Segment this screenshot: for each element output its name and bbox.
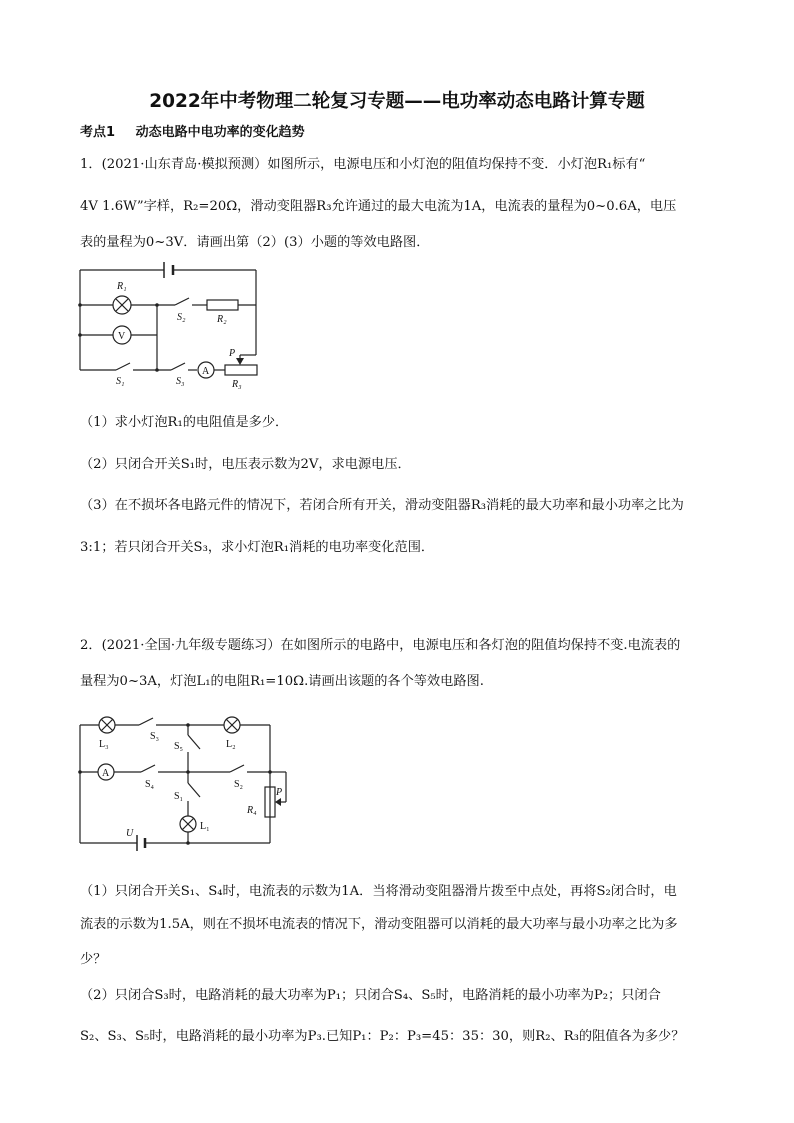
q1-label-voltmeter: V (118, 331, 126, 342)
q1-part-3: （3）在不损坏各电路元件的情况下，若闭合所有开关，滑动变阻器R₃消耗的最大功率和最小功率之比为 (80, 498, 684, 513)
q1-label-ammeter: A (202, 366, 210, 377)
q2-line-1: 2．(2021·全国·九年级专题练习）在如图所示的电路中，电源电压和各灯泡的阻值均保持不变.电流表的 (80, 638, 681, 653)
q2-circuit-diagram (72, 705, 302, 855)
q1-label-p: P (229, 348, 236, 359)
q2-label-l1: L₁ (200, 821, 210, 832)
q2-label-ammeter: A (102, 768, 110, 779)
section-label: 考点1 (80, 125, 116, 140)
q2-part-1-cont: 流表的示数为1.5A，则在不损坏电流表的情况下，滑动变阻器可以消耗的最大功率与最小功率之比为多 (80, 917, 678, 932)
q1-label-r2: R₂ (217, 314, 227, 325)
page-title: 2022年中考物理二轮复习专题——电功率动态电路计算专题 (149, 91, 645, 112)
q2-label-l3: L₃ (99, 739, 109, 750)
q2-label-p: P (276, 787, 283, 798)
q1-label-r3: R₃ (232, 379, 242, 390)
q1-part-2: （2）只闭合开关S₁时，电压表示数为2V，求电源电压． (80, 457, 411, 472)
q1-circuit-diagram (72, 258, 272, 393)
q2-label-s5: S₅ (174, 741, 184, 752)
q2-label-l2: L₂ (226, 739, 236, 750)
section-text: 动态电路中电功率的变化趋势 (135, 125, 305, 140)
q2-label-s2: S₂ (234, 779, 244, 790)
q1-line-2: 4V 1.6W”字样，R₂=20Ω，滑动变阻器R₃允许通过的最大电流为1A，电流表的量程为0~0.6A，电压 (80, 199, 677, 214)
q1-line-3: 表的量程为0~3V．请画出第（2）(3）小题的等效电路图． (80, 235, 430, 250)
q2-label-s4: S₄ (145, 779, 155, 790)
q1-label-r1: R₁ (117, 281, 127, 292)
q2-part-1: （1）只闭合开关S₁、S₄时，电流表的示数为1A．当将滑动变阻器滑片拨至中点处，再将S₂闭合时，电 (80, 884, 677, 899)
q1-part-1: （1）求小灯泡R₁的电阻值是多少． (80, 415, 289, 430)
q2-label-u: U (126, 828, 134, 839)
q1-line-1: 1．(2021·山东青岛·模拟预测）如图所示，电源电压和小灯泡的阻值均保持不变．小灯泡R₁标有“ (80, 157, 646, 172)
q1-label-s1: S₁ (116, 376, 125, 387)
q2-part-2: （2）只闭合S₃时，电路消耗的最大功率为P₁；只闭合S₄、S₅时，电路消耗的最小功率为P₂；只闭合 (80, 988, 661, 1003)
q2-line-2: 量程为0~3A，灯泡L₁的电阻R₁=10Ω.请画出该题的各个等效电路图. (80, 674, 484, 689)
q2-label-r4: R₄ (247, 805, 257, 816)
q1-part-3-cont: 3:1；若只闭合开关S₃，求小灯泡R₁消耗的电功率变化范围． (80, 540, 435, 555)
q2-label-s1: S₁ (174, 791, 184, 802)
q1-label-s2: S₂ (177, 312, 186, 323)
q2-part-2-cont: S₂、S₃、S₅时，电路消耗的最小功率为P₃.已知P₁：P₂：P₃=45：35：30，则R₂、R₃的阻值各为多少？ (80, 1029, 685, 1044)
section-heading (80, 121, 305, 140)
q1-label-s3: S₃ (176, 376, 185, 387)
q2-label-s3: S₃ (150, 731, 160, 742)
q2-part-1-end: 少？ (80, 952, 107, 967)
